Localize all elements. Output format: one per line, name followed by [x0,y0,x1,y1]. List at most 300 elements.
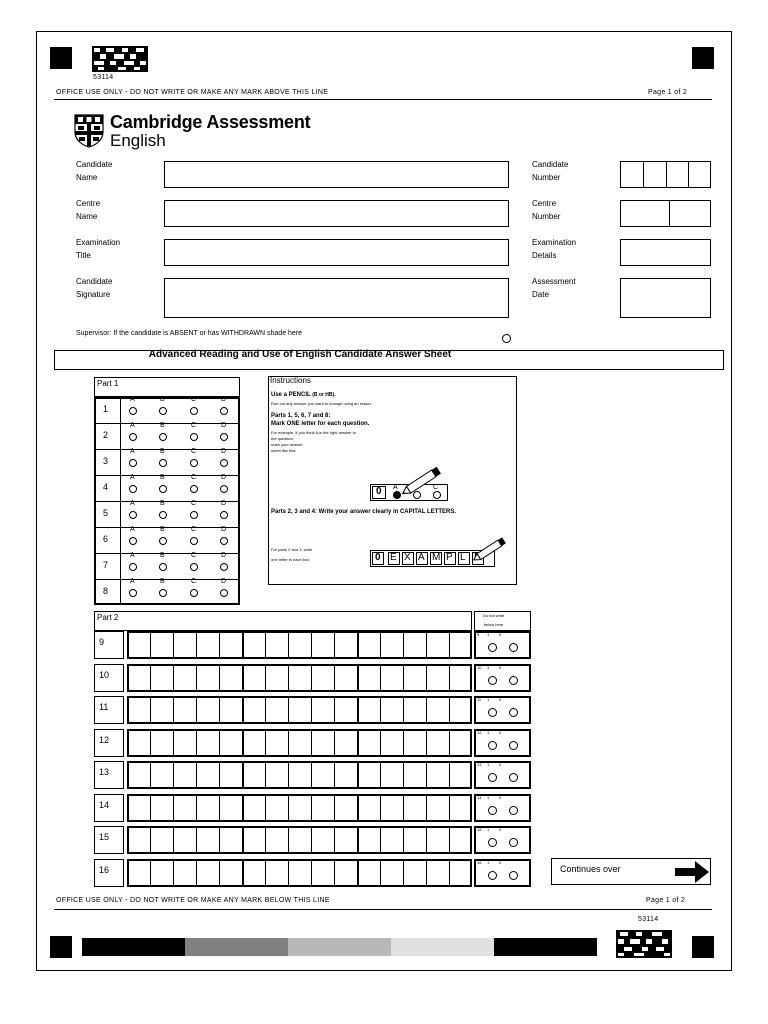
mark-label-0: 0 [499,827,502,832]
letter-cell-divider [380,826,381,854]
answer-bubble-5-a[interactable] [129,511,137,519]
candidate-signature-field[interactable] [164,278,509,318]
examination-title-field[interactable] [164,239,509,266]
calibration-strip-segment [494,938,597,956]
mark-bubble-0[interactable] [509,741,518,750]
option-letter: A [130,396,135,403]
option-letter: A [130,500,135,507]
digit-divider [643,162,644,187]
letter-cell-divider [403,664,404,692]
option-letter: B [160,578,165,585]
option-letter: C [191,552,197,559]
office-use-top-text: OFFICE USE ONLY - DO NOT WRITE OR MAKE ANY MARK ABOVE THIS LINE [56,89,329,96]
question-number: 9 [99,637,105,647]
letter-cell-divider [196,664,197,692]
letter-cell-divider [265,761,266,789]
mark-box [474,826,531,854]
letter-cell-divider [196,794,197,822]
corner-marker-bottom-right [692,936,714,958]
question-number-divider [120,397,121,423]
letter-cell-divider [173,761,174,789]
letter-cell-divider [357,794,359,822]
option-letter: D [221,448,227,455]
option-letter: A [130,578,135,585]
mark-label-0: 0 [499,632,502,637]
candidate-number-field[interactable] [620,161,711,188]
answer-bubble-8-b[interactable] [159,589,167,597]
label-examination-title: Examination Title [76,238,121,260]
answer-bubble-1-a[interactable] [129,407,137,415]
divider-bottom [54,909,712,910]
letter-cell-divider [150,664,151,692]
option-letter: D [221,552,227,559]
answer-bubble-8-c[interactable] [190,589,198,597]
letter-cell-divider [219,631,220,659]
letter-cell-divider [242,794,244,822]
letter-cell-divider [150,859,151,887]
mark-box-number: 12 [477,730,482,735]
letter-cell-divider [242,729,244,757]
letter-cell-divider [242,859,244,887]
letter-cell-divider [173,859,174,887]
question-number: 13 [99,767,110,777]
mc-example-number: 0 [376,486,382,497]
instructions-parts: Parts 1, 5, 6, 7 and 8: Mark ONE letter for each question. [271,413,370,427]
letter-cell-divider [311,631,312,659]
mark-box-number: 13 [477,762,482,767]
option-letter: A [130,526,135,533]
instructions-capital: Parts 2, 3 and 4: Write your answer clearly in CAPITAL LETTERS. [271,509,457,515]
assessment-date-field[interactable] [620,278,711,318]
barcode-number-bottom: 53114 [638,916,659,923]
letter-cell-divider [311,859,312,887]
letter-cell-divider [288,729,289,757]
letter-cell-divider [265,664,266,692]
answer-boxes-row[interactable] [127,859,472,887]
option-letter: B [160,474,165,481]
answer-boxes-row[interactable] [127,696,472,724]
answer-bubble-5-d[interactable] [220,511,228,519]
centre-name-field[interactable] [164,200,509,227]
answer-bubble-4-a[interactable] [129,485,137,493]
letter-cell-divider [449,729,450,757]
letter-cell-divider [288,761,289,789]
corner-marker-top-right [692,47,714,69]
option-letter: C [191,448,197,455]
answer-bubble-6-b[interactable] [159,537,167,545]
answer-bubble-8-d[interactable] [220,589,228,597]
letter-cell-divider [265,729,266,757]
answer-bubble-5-b[interactable] [159,511,167,519]
letter-cell-divider [449,859,450,887]
answer-bubble-8-a[interactable] [129,589,137,597]
instructions-example: For example, if you think A is the right answer to the question, mark your answer sheet like this: [271,430,356,453]
letter-cell-divider [219,664,220,692]
question-number: 14 [99,800,110,810]
mark-box [474,696,531,724]
question-number: 7 [103,560,109,570]
letter-cell-divider [242,761,244,789]
option-letter: C [191,474,197,481]
letter-cell-divider [403,761,404,789]
answer-bubble-4-d[interactable] [220,485,228,493]
letter-cell-divider [150,826,151,854]
option-letter: A [130,552,135,559]
letter-cell-divider [380,794,381,822]
mark-bubble-1[interactable] [488,838,497,847]
letter-cell-divider [219,826,220,854]
letter-cell-divider [242,631,244,659]
digit-divider [688,162,689,187]
part2-header [94,611,472,631]
answer-boxes-row[interactable] [127,664,472,692]
letter-cell-divider [196,826,197,854]
letter-cell-divider [380,729,381,757]
logo-text-line1: Cambridge Assessment [110,112,311,132]
letter-cell-divider [357,664,359,692]
answer-bubble-3-c[interactable] [190,459,198,467]
mark-box-number: 15 [477,827,482,832]
question-number-divider [120,449,121,475]
pencil-icon [470,537,510,563]
letter-cell-divider [403,631,404,659]
letter-cell-divider [334,729,335,757]
sheet-title: Advanced Reading and Use of English Candidate Answer Sheet [148,349,452,360]
mark-label-1: 1 [487,827,490,832]
option-letter: D [221,526,227,533]
option-letter: B [160,422,165,429]
answer-bubble-6-c[interactable] [190,537,198,545]
letter-cell-divider [357,631,359,659]
letter-cell-divider [150,631,151,659]
letter-cell-divider [426,826,427,854]
instructions-rub: Rub out any answer you want to change using an eraser. [271,401,372,406]
question-number-divider [120,527,121,553]
letter-cell-divider [449,794,450,822]
letter-cell-divider [380,761,381,789]
letter-cell-divider [288,631,289,659]
answer-bubble-7-d[interactable] [220,563,228,571]
label-centre-number: Centre Number [532,199,561,221]
option-letter: B [160,500,165,507]
centre-number-field[interactable] [620,200,711,227]
letter-cell-divider [288,859,289,887]
letter-cell-divider [334,761,335,789]
mark-label-0: 0 [499,697,502,702]
letter-cell-divider [426,729,427,757]
mark-bubble-1[interactable] [488,741,497,750]
question-number: 12 [99,735,110,745]
letter-cell-divider [150,696,151,724]
row-divider [94,579,240,580]
mark-bubble-1[interactable] [488,676,497,685]
write-example-letter: X [404,552,411,563]
letter-cell-divider [403,696,404,724]
digit-divider [666,162,667,187]
letter-cell-divider [219,761,220,789]
instructions-pencil: Use a PENCIL (B or HB). [271,392,336,398]
bottom-barcode [616,930,672,958]
letter-cell-divider [173,631,174,659]
letter-cell-divider [173,696,174,724]
continues-over-text: Continues over [560,864,621,874]
arrow-right-icon [675,861,709,883]
letter-cell-divider [311,729,312,757]
mark-label-1: 1 [487,697,490,702]
mc-example-letter-c: C [433,484,439,491]
mark-label-0: 0 [499,665,502,670]
mark-bubble-1[interactable] [488,708,497,717]
write-example-letter: E [390,552,397,563]
mark-box-number: 10 [477,665,482,670]
question-number: 5 [103,508,109,518]
answer-bubble-1-b[interactable] [159,407,167,415]
mark-label-1: 1 [487,860,490,865]
letter-cell-divider [173,729,174,757]
answer-bubble-3-b[interactable] [159,459,167,467]
examination-details-field[interactable] [620,239,711,266]
row-divider [94,527,240,528]
pencil-icon [398,466,446,496]
question-number-divider [120,553,121,579]
option-letter: C [191,526,197,533]
mark-box [474,761,531,789]
letter-cell-divider [219,729,220,757]
letter-cell-divider [357,761,359,789]
option-letter: B [160,552,165,559]
label-centre-name: Centre Name [76,199,101,221]
answer-bubble-2-c[interactable] [190,433,198,441]
question-number: 8 [103,586,109,596]
write-example-letter: A [418,552,425,563]
mark-box-number: 14 [477,795,482,800]
letter-cell-divider [334,794,335,822]
letter-cell-divider [265,794,266,822]
answer-bubble-7-a[interactable] [129,563,137,571]
letter-cell-divider [265,859,266,887]
mark-label-1: 1 [487,762,490,767]
answer-bubble-7-b[interactable] [159,563,167,571]
part2-label: Part 2 [97,613,119,622]
mark-label-1: 1 [487,730,490,735]
letter-cell-divider [403,794,404,822]
page-number-bottom: Page 1 of 2 [646,897,686,904]
mark-bubble-0[interactable] [509,871,518,880]
mark-bubble-0[interactable] [509,838,518,847]
calibration-strip-segment [391,938,494,956]
question-number: 11 [99,702,109,712]
letter-cell-divider [288,826,289,854]
answer-bubble-5-c[interactable] [190,511,198,519]
calibration-strip-segment [185,938,288,956]
label-examination-details: Examination Details [532,238,577,260]
top-barcode [92,46,148,72]
mark-box-number: 9 [477,632,480,637]
question-number-divider [120,501,121,527]
letter-cell-divider [426,631,427,659]
letter-cell-divider [426,664,427,692]
answer-boxes-row[interactable] [127,826,472,854]
candidate-name-field[interactable] [164,161,509,188]
row-divider [94,423,240,424]
answer-bubble-6-d[interactable] [220,537,228,545]
answer-bubble-1-c[interactable] [190,407,198,415]
letter-cell-divider [219,859,220,887]
letter-cell-divider [242,664,244,692]
absent-bubble[interactable] [502,334,511,343]
letter-cell-divider [449,664,450,692]
letter-cell-divider [150,729,151,757]
cambridge-shield-logo [74,114,104,148]
letter-cell-divider [334,696,335,724]
answer-boxes-row[interactable] [127,631,472,659]
letter-cell-divider [357,859,359,887]
office-use-bottom-text: OFFICE USE ONLY - DO NOT WRITE OR MAKE ANY MARK BELOW THIS LINE [56,897,330,904]
question-number: 4 [103,482,109,492]
option-letter: B [160,448,165,455]
mark-bubble-0[interactable] [509,643,518,652]
answer-bubble-1-d[interactable] [220,407,228,415]
letter-cell-divider [288,664,289,692]
letter-cell-divider [173,664,174,692]
row-divider [94,501,240,502]
letter-cell-divider [219,696,220,724]
letter-cell-divider [403,859,404,887]
part1-label: Part 1 [97,379,119,388]
mark-label-1: 1 [487,795,490,800]
mark-bubble-0[interactable] [509,773,518,782]
letter-cell-divider [449,631,450,659]
mark-label-1: 1 [487,632,490,637]
question-number: 10 [99,670,110,680]
write-example-letter: M [432,552,441,563]
letter-cell-divider [357,826,359,854]
letter-cell-divider [288,794,289,822]
option-letter: D [221,474,227,481]
question-number-divider [120,423,121,449]
mark-bubble-1[interactable] [488,773,497,782]
mark-bubble-1[interactable] [488,806,497,815]
row-divider [94,449,240,450]
letter-cell-divider [242,826,244,854]
letter-cell-divider [403,826,404,854]
letter-cell-divider [196,696,197,724]
mark-bubble-1[interactable] [488,643,497,652]
option-letter: A [130,448,135,455]
answer-bubble-4-b[interactable] [159,485,167,493]
label-candidate-name: Candidate Name [76,160,113,182]
calibration-strip-segment [82,938,185,956]
letter-cell-divider [173,794,174,822]
letter-cell-divider [449,696,450,724]
question-number-divider [120,475,121,501]
answer-bubble-7-c[interactable] [190,563,198,571]
mc-example-letter-a: A [393,484,398,491]
answer-bubble-6-a[interactable] [129,537,137,545]
letter-cell-divider [357,696,359,724]
option-letter: C [191,396,197,403]
letter-cell-divider [196,729,197,757]
letter-cell-divider [311,761,312,789]
answer-bubble-2-b[interactable] [159,433,167,441]
label-assessment-date: Assessment Date [532,277,576,299]
letter-cell-divider [334,664,335,692]
letter-cell-divider [334,631,335,659]
letter-cell-divider [311,794,312,822]
row-divider [94,553,240,554]
letter-cell-divider [449,826,450,854]
mark-bubble-0[interactable] [509,806,518,815]
write-example-letter: P [446,552,453,563]
letter-cell-divider [334,859,335,887]
question-number: 6 [103,534,109,544]
page-number-top: Page 1 of 2 [648,89,688,96]
answer-boxes-row[interactable] [127,761,472,789]
answer-bubble-2-a[interactable] [129,433,137,441]
corner-marker-bottom-left [50,936,72,958]
mark-label-0: 0 [499,730,502,735]
label-candidate-number: Candidate Number [532,160,569,182]
mark-bubble-0[interactable] [509,676,518,685]
mark-label-0: 0 [499,762,502,767]
mark-box [474,794,531,822]
letter-cell-divider [265,826,266,854]
letter-cell-divider [288,696,289,724]
letter-cell-divider [196,631,197,659]
letter-cell-divider [150,761,151,789]
answer-boxes-row[interactable] [127,794,472,822]
question-number: 15 [99,832,110,842]
do-not-write-text: Do not write below here [482,613,505,627]
option-letter: D [221,396,227,403]
divider-top [54,99,712,100]
option-letter: B [160,526,165,533]
letter-cell-divider [173,826,174,854]
letter-cell-divider [265,696,266,724]
label-candidate-signature: Candidate Signature [76,277,113,299]
letter-cell-divider [334,826,335,854]
answer-bubble-4-c[interactable] [190,485,198,493]
mark-box [474,664,531,692]
answer-bubble-3-a[interactable] [129,459,137,467]
option-letter: A [130,474,135,481]
mark-bubble-1[interactable] [488,871,497,880]
letter-cell-divider [242,696,244,724]
question-number: 2 [103,430,109,440]
letter-cell-divider [196,761,197,789]
answer-boxes-row[interactable] [127,729,472,757]
option-letter: D [221,500,227,507]
calibration-strip-segment [288,938,391,956]
answer-bubble-3-d[interactable] [220,459,228,467]
corner-marker-top-left [50,47,72,69]
letter-cell-divider [426,696,427,724]
mark-bubble-0[interactable] [509,708,518,717]
letter-cell-divider [449,761,450,789]
question-number: 3 [103,456,109,466]
question-number-divider [120,579,121,605]
option-letter: A [130,422,135,429]
supervisor-text: Supervisor: If the candidate is ABSENT or has WITHDRAWN shade here [76,330,303,337]
answer-bubble-2-d[interactable] [220,433,228,441]
letter-cell-divider [311,664,312,692]
barcode-number-top: 53114 [93,74,114,81]
option-letter: C [191,500,197,507]
mark-label-0: 0 [499,860,502,865]
letter-cell-divider [380,664,381,692]
letter-cell-divider [265,631,266,659]
letter-cell-divider [219,794,220,822]
